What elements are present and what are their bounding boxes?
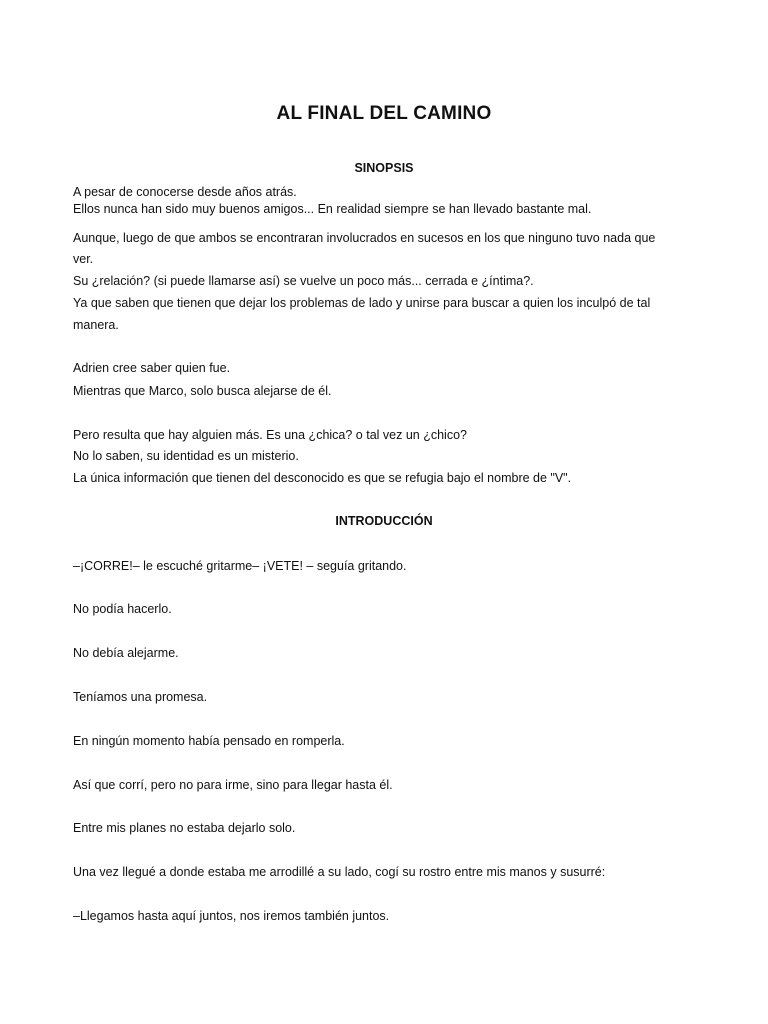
introduccion-line: Una vez llegué a donde estaba me arrodillé a su lado, cogí su rostro entre mis manos y susurré: [73, 865, 606, 879]
sinopsis-line: ver. [73, 252, 94, 266]
sinopsis-line: Mientras que Marco, solo busca alejarse de él. [73, 384, 332, 398]
introduccion-line: –¡CORRE!– le escuché gritarme– ¡VETE! – seguía gritando. [73, 559, 407, 573]
sinopsis-line: Su ¿relación? (si puede llamarse así) se vuelve un poco más... cerrada e ¿íntima?. [73, 274, 534, 288]
introduccion-heading: INTRODUCCIÓN [335, 514, 433, 528]
sinopsis-line: La única información que tienen del desconocido es que se refugia bajo el nombre de "V". [73, 471, 572, 485]
sinopsis-line: Ellos nunca han sido muy buenos amigos... En realidad siempre se han llevado bastante mal. [73, 202, 592, 216]
sinopsis-line: Pero resulta que hay alguien más. Es una ¿chica? o tal vez un ¿chico? [73, 428, 467, 442]
sinopsis-line: Adrien cree saber quien fue. [73, 361, 231, 375]
introduccion-line: Entre mis planes no estaba dejarlo solo. [73, 821, 296, 835]
introduccion-line: Así que corrí, pero no para irme, sino para llegar hasta él. [73, 778, 393, 792]
sinopsis-line: Ya que saben que tienen que dejar los problemas de lado y unirse para buscar a quien los inculpó de tal [73, 296, 651, 310]
introduccion-line: En ningún momento había pensado en romperla. [73, 734, 345, 748]
sinopsis-line: manera. [73, 318, 119, 332]
introduccion-line: Teníamos una promesa. [73, 690, 208, 704]
sinopsis-line: Aunque, luego de que ambos se encontraran involucrados en sucesos en los que ninguno tuvo nada que [73, 231, 656, 245]
sinopsis-line: A pesar de conocerse desde años atrás. [73, 185, 297, 199]
document-title: AL FINAL DEL CAMINO [276, 103, 492, 124]
sinopsis-heading: SINOPSIS [354, 161, 414, 175]
introduccion-line: No podía hacerlo. [73, 602, 172, 616]
introduccion-line: –Llegamos hasta aquí juntos, nos iremos también juntos. [73, 909, 390, 923]
introduccion-line: No debía alejarme. [73, 646, 179, 660]
sinopsis-line: No lo saben, su identidad es un misterio. [73, 449, 299, 463]
